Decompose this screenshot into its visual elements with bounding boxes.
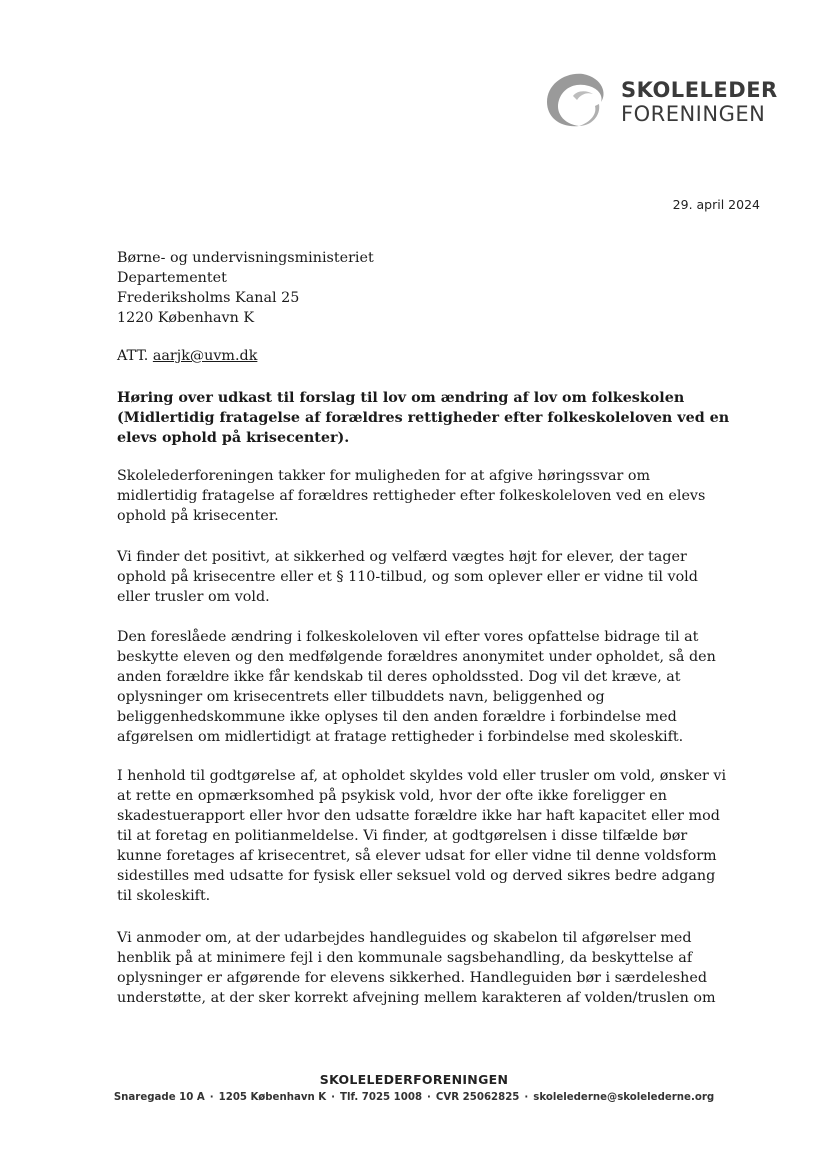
organization-logo xyxy=(543,66,778,130)
footer-phone: Tlf. 7025 1008 xyxy=(340,1092,423,1103)
logo-swirl-icon xyxy=(543,66,615,130)
text-line: understøtte, at der sker korrekt afvejning mellem karakteren af volden/truslen om xyxy=(117,990,716,1006)
text-line: skadestuerapport eller hvor den udsatte forældre ikke har haft kapacitet eller mod xyxy=(117,808,720,824)
letter-date: 29. april 2024 xyxy=(672,197,760,212)
text-line: henblik på at minimere fejl i den kommunale sagsbehandling, da beskyttelse af xyxy=(117,950,693,966)
attention-line xyxy=(117,348,257,364)
paragraph-5 xyxy=(117,928,717,1008)
footer-separator: · xyxy=(209,1092,214,1103)
logo-line-2: FORENINGEN xyxy=(621,102,766,126)
text-line: til skoleskift. xyxy=(117,888,211,904)
letter-subject xyxy=(117,388,730,448)
text-line: anden forældre ikke får kendskab til deres opholdssted. Dog vil det kræve, at xyxy=(117,669,681,685)
paragraph-2 xyxy=(117,547,717,607)
footer-email: skolelederne@skolelederne.org xyxy=(533,1092,715,1103)
text-line: oplysninger om krisecentrets eller tilbuddets navn, beliggenhed og xyxy=(117,689,605,705)
text-line: eller trusler om vold. xyxy=(117,589,270,605)
text-line: I henhold til godtgørelse af, at opholdet skyldes vold eller trusler om vold, ønsker vi xyxy=(117,768,727,784)
text-line: ophold på krisecentre eller et § 110-tilbud, og som oplever eller er vidne til vold xyxy=(117,569,698,585)
footer-street: Snaregade 10 A xyxy=(113,1092,205,1103)
text-line: Vi anmoder om, at der udarbejdes handleguides og skabelon til afgørelser med xyxy=(117,930,692,946)
paragraph-4 xyxy=(117,766,727,906)
footer-organization: SKOLELEDERFORENINGEN xyxy=(319,1072,509,1087)
footer-separator: · xyxy=(524,1092,529,1103)
text-line: afgørelsen om midlertidigt at fratage rettigheder i forbindelse med skoleskift. xyxy=(117,729,684,745)
subject-line: (Midlertidig fratagelse af forældres rettigheder efter folkeskoleloven ved en xyxy=(117,410,730,426)
footer-contact-line xyxy=(0,1092,828,1103)
attention-email-link[interactable]: aarjk@uvm.dk xyxy=(152,348,258,364)
text-line: at rette en opmærksomhed på psykisk vold, hvor der ofte ikke foreligger en xyxy=(117,788,667,804)
page-footer xyxy=(0,1072,828,1103)
text-line: kunne foretages af krisecentret, så elever udsat for eller vidne til denne voldsform xyxy=(117,848,717,864)
paragraph-1 xyxy=(117,466,717,526)
text-line: Den foreslåede ændring i folkeskoleloven vil efter vores opfattelse bidrage til at xyxy=(117,629,699,645)
text-line: Skolelederforeningen takker for muligheden for at afgive høringssvar om xyxy=(117,468,651,484)
text-line: Vi finder det positivt, at sikkerhed og velfærd vægtes højt for elever, der tager xyxy=(117,549,687,565)
logo-line-1: SKOLELEDER xyxy=(621,78,778,102)
text-line: ophold på krisecenter. xyxy=(117,508,279,524)
subject-line: elevs ophold på krisecenter). xyxy=(117,430,350,446)
text-line: sidestilles med udsatte for fysisk eller seksuel vold og derved sikres bedre adgang xyxy=(117,868,716,884)
text-line: midlertidig fratagelse af forældres rettigheder efter folkeskoleloven ved en elevs xyxy=(117,488,706,504)
address-line: Frederiksholms Kanal 25 xyxy=(117,290,300,306)
address-line: Børne- og undervisningsministeriet xyxy=(117,250,374,266)
text-line: beskytte eleven og den medfølgende forældres anonymitet under opholdet, så den xyxy=(117,649,716,665)
address-line: 1220 København K xyxy=(117,310,255,326)
footer-cvr: CVR 25062825 xyxy=(435,1092,520,1103)
subject-line: Høring over udkast til forslag til lov om ændring af lov om folkeskolen xyxy=(117,390,685,406)
footer-separator: · xyxy=(427,1092,431,1103)
paragraph-3 xyxy=(117,627,717,747)
attention-prefix: ATT. xyxy=(117,348,149,364)
footer-separator: · xyxy=(331,1092,336,1103)
text-line: til at foretag en politianmeldelse. Vi finder, at godtgørelsen i disse tilfælde bør xyxy=(117,828,688,844)
text-line: beliggenhedskommune ikke oplyses til den anden forældre i forbindelse med xyxy=(117,709,677,725)
footer-city: 1205 København K xyxy=(218,1092,327,1103)
recipient-address xyxy=(117,248,374,328)
text-line: oplysninger er afgørende for elevens sikkerhed. Handleguiden bør i særdeleshed xyxy=(117,970,707,986)
address-line: Departementet xyxy=(117,270,227,286)
